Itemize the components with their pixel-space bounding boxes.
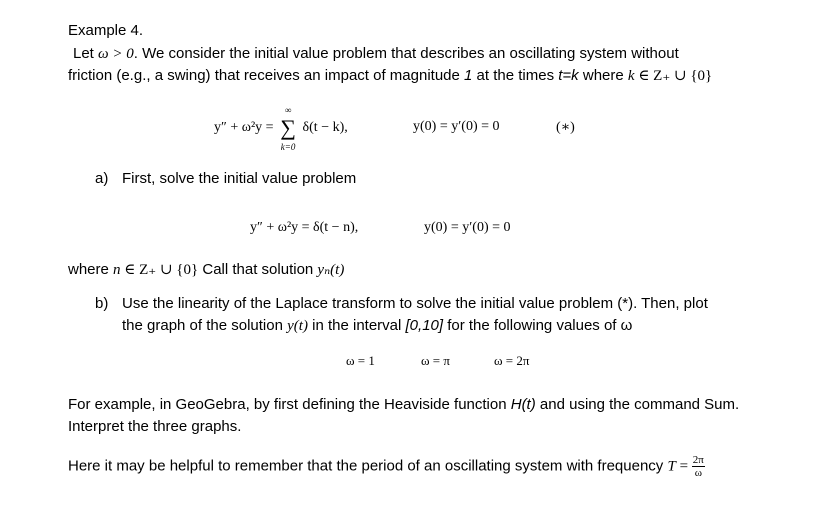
- equation-lhs: y″ + ω²y =: [214, 120, 274, 136]
- intro-line-1: [73, 44, 679, 64]
- part-a-label: a): [95, 170, 109, 187]
- period-fraction: [692, 454, 705, 479]
- sum-upper-limit: ∞: [284, 105, 292, 115]
- index-n: n: [113, 262, 121, 278]
- part-b-text: in the interval: [307, 317, 406, 334]
- example-title: Example 4.: [68, 22, 144, 39]
- main-initial-conditions: y(0) = y′(0) = 0: [413, 119, 500, 134]
- period-symbol: T: [667, 458, 676, 475]
- omega-value-3: ω = 2π: [494, 353, 530, 368]
- sum-lower-limit: k=0: [280, 142, 296, 152]
- intro-text: Let: [73, 45, 99, 62]
- geogebra-line-1: [68, 395, 739, 415]
- main-equation: [214, 105, 348, 152]
- part-b-line-1: Use the linearity of the Laplace transform to solve the initial value problem (*). Then, plot: [122, 295, 708, 312]
- index-k: k: [627, 68, 635, 84]
- summation: [277, 105, 299, 152]
- equation-tag: (∗): [556, 120, 575, 135]
- part-b-text: for the following values of ω: [443, 317, 633, 334]
- part-a-equation: y″ + ω²y = δ(t − n),: [250, 220, 359, 235]
- omega-value-1: ω = 1: [346, 353, 375, 368]
- equation-rhs: δ(t − k),: [302, 120, 348, 136]
- heaviside-function: H(t): [510, 396, 536, 413]
- where-text: where: [68, 261, 114, 278]
- geogebra-text: For example, in GeoGebra, by first defining the Heaviside function: [68, 396, 511, 413]
- intro-text: at the times: [472, 67, 559, 84]
- part-b-text: the graph of the solution: [122, 317, 288, 334]
- fraction-denominator: ω: [694, 467, 702, 479]
- part-b-label: b): [95, 295, 109, 312]
- part-a-text: First, solve the initial value problem: [122, 170, 357, 187]
- geogebra-text: and using the command Sum.: [535, 396, 740, 413]
- omega-value-2: ω = π: [421, 353, 450, 368]
- index-set: ∈ Z₊ ∪ {0}: [634, 68, 713, 84]
- part-b-line-2: [122, 316, 632, 336]
- where-text: Call that solution: [198, 261, 318, 278]
- geogebra-line-2: Interpret the three graphs.: [68, 418, 242, 435]
- intro-line-2: [68, 66, 712, 86]
- intro-text: where: [578, 67, 628, 84]
- solution-yn: yₙ(t): [317, 262, 345, 278]
- impact-magnitude: 1: [464, 67, 473, 84]
- index-set: ∈ Z₊ ∪ {0}: [120, 262, 199, 278]
- omega-condition: ω > 0: [98, 46, 134, 62]
- period-text: Here it may be helpful to remember that the period of an oscillating system with frequency: [68, 457, 668, 475]
- part-a-where-line: [68, 260, 344, 280]
- fraction-numerator: 2π: [692, 454, 704, 466]
- period-line: [68, 454, 705, 479]
- sum-symbol: ∑: [280, 115, 296, 140]
- impact-time: t=k: [558, 67, 579, 84]
- intro-text: friction (e.g., a swing) that receives an impact of magnitude: [68, 67, 465, 84]
- interval: [0,10]: [405, 317, 444, 334]
- intro-text: . We consider the initial value problem that describes an oscillating system without: [133, 45, 679, 62]
- part-a-initial-conditions: y(0) = y′(0) = 0: [424, 220, 511, 235]
- solution-y: y(t): [287, 318, 308, 334]
- equals-sign: =: [675, 458, 692, 475]
